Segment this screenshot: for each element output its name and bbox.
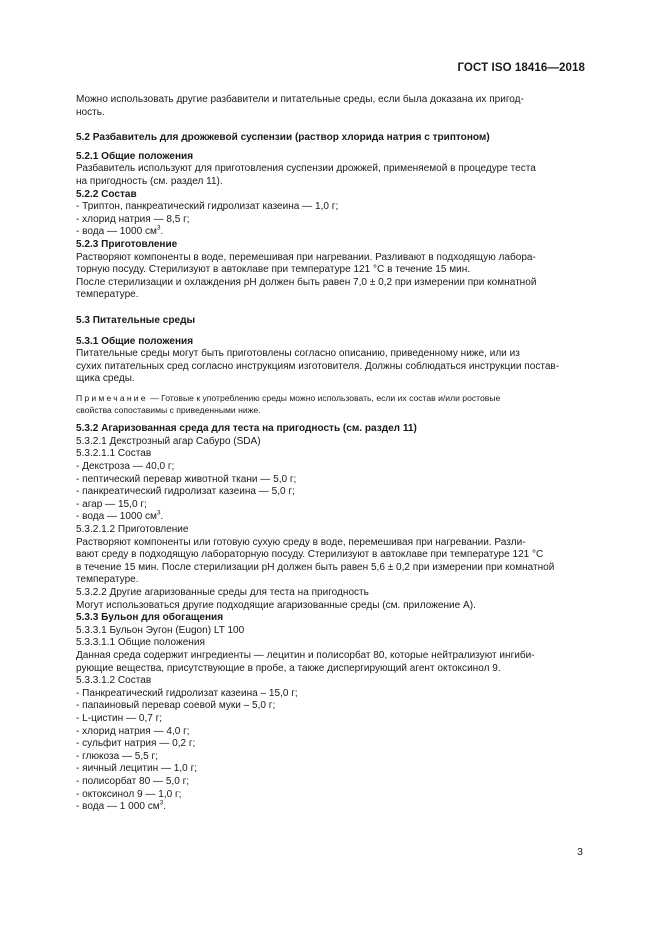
subsection-heading-5-2-2: 5.2.2 Состав — [76, 188, 137, 200]
list-item: - глюкоза — 5,5 г; — [76, 750, 158, 762]
text-line: на пригодность (см. раздел 11). — [76, 175, 223, 187]
note-line — [76, 392, 584, 404]
punctuation: . — [160, 511, 164, 523]
text-line: Растворяют компоненты в воде, перемешивая при нагревании. Разливают в подходящую лабора- — [76, 251, 536, 263]
clause-5-3-2-2: 5.3.2.2 Другие агаризованные среды для теста на пригодность — [76, 587, 369, 598]
text-line: торную посуду. Стерилизуют в автоклаве при температуре 121 °С в течение 15 мин. — [76, 264, 471, 276]
text-line: ность. — [76, 106, 105, 118]
text-line: рующие вещества, присутствующие в пробе, а также диспергирующий агент октоксинол 9. — [76, 662, 501, 674]
superscript: 3 — [156, 510, 161, 518]
list-item: - L-цистин — 0,7 г; — [76, 712, 163, 724]
text-line: температуре. — [76, 574, 139, 586]
text-line: температуре. — [76, 289, 139, 301]
list-item: - папаиновый перевар соевой муки – 5,0 г; — [76, 700, 276, 712]
list-item: - хлорид натрия — 4,0 г; — [76, 725, 190, 737]
list-item: - Декстроза — 40,0 г; — [76, 461, 175, 473]
subsection-heading-5-2-3: 5.2.3 Приготовление — [76, 238, 178, 250]
list-item: - Панкреатический гидролизат казеина – 15,0 г; — [76, 687, 298, 699]
text-line: сухих питательных сред согласно инструкциям изготовителя. Должны соблюдаться инструкции постав- — [76, 360, 560, 372]
superscript: 3 — [156, 225, 161, 232]
note-text: — Готовые к употреблению среды можно использовать, если их состав и/или ростовые — [147, 392, 501, 403]
text-line: Могут использоваться другие подходящие агаризованные среды (см. приложение А). — [76, 599, 476, 611]
list-item — [76, 511, 584, 524]
text-line: вают среду в подходящую лабораторную посуду. Стерилизуют в автоклаве при температуре 121 °С — [76, 549, 544, 561]
section-heading-5-3: 5.3 Питательные среды — [76, 314, 196, 326]
list-item: - хлорид натрия — 8,5 г; — [76, 213, 190, 225]
text-line: Растворяют компоненты или готовую сухую среду в воде, перемешивая при нагревании. Разли- — [76, 536, 526, 548]
text-line: Данная среда содержит ингредиенты — лецитин и полисорбат 80, которые нейтрализуют ингиби- — [76, 649, 535, 661]
clause-5-3-2-1: 5.3.2.1 Декстрозный агар Сабуро (SDA) — [76, 435, 261, 447]
text-line: Питательные среды могут быть приготовлены согласно описанию, приведенному ниже, или из — [76, 348, 520, 360]
list-item — [76, 801, 584, 814]
note-label: Примечание — [76, 392, 148, 403]
note-block — [76, 392, 584, 416]
text-line: в течение 15 мин. После стерилизации pH должен быть равен 5,6 ± 0,2 при измерении при комнатной — [76, 561, 555, 573]
punctuation: . — [160, 226, 164, 238]
clause-5-3-2-1-2: 5.3.2.1.2 Приготовление — [76, 524, 189, 536]
intro-paragraph — [76, 94, 584, 119]
subsection-heading-5-3-2: 5.3.2 Агаризованная среда для теста на пригодность (см. раздел 11) — [76, 423, 417, 435]
subsection-heading-5-2-1: 5.2.1 Общие положения — [76, 150, 194, 162]
page-content — [76, 94, 584, 814]
superscript: 3 — [159, 799, 164, 807]
list-item: - сульфит натрия — 0,2 г; — [76, 738, 196, 750]
list-item-text: - вода — 1 000 см — [76, 801, 160, 813]
list-item: - пептический перевар животной ткани — 5,0 г; — [76, 473, 297, 485]
clause-5-3-3-1-2: 5.3.3.1.2 Состав — [76, 675, 152, 687]
list-item: - панкреатический гидролизат казеина — 5,0 г; — [76, 486, 295, 498]
list-item-text: - вода — 1000 см — [76, 226, 157, 238]
page-number: 3 — [577, 846, 583, 858]
punctuation: . — [163, 801, 167, 813]
clause-5-3-3-1: 5.3.3.1 Бульон Эугон (Eugon) LT 100 — [76, 624, 245, 636]
text-line: После стерилизации и охлаждения pH должен быть равен 7,0 ± 0,2 при измерении при комнатной — [76, 276, 537, 288]
subsection-heading-5-3-1: 5.3.1 Общие положения — [76, 335, 194, 347]
list-item — [76, 226, 584, 239]
text-line: щика среды. — [76, 373, 135, 385]
list-item: - яичный лецитин — 1,0 г; — [76, 763, 198, 775]
list-item: - октоксинол 9 — 1,0 г; — [76, 788, 182, 800]
list-item: - агар — 15,0 г; — [76, 498, 147, 510]
list-item: - Триптон, панкреатический гидролизат казеина — 1,0 г; — [76, 201, 339, 213]
clause-5-3-3-1-1: 5.3.3.1.1 Общие положения — [76, 637, 205, 649]
note-line: свойства сопоставимы с приведенными ниже. — [76, 405, 261, 416]
subsection-heading-5-3-3: 5.3.3 Бульон для обогащения — [76, 612, 224, 624]
clause-5-3-2-1-1: 5.3.2.1.1 Состав — [76, 448, 152, 460]
section-heading-5-2: 5.2 Разбавитель для дрожжевой суспензии (раствор хлорида натрия с триптоном) — [76, 132, 490, 144]
text-line: Разбавитель используют для приготовления суспензии дрожжей, применяемой в процедуре теста — [76, 163, 536, 175]
list-item: - полисорбат 80 — 5,0 г; — [76, 775, 190, 787]
list-item-text: - вода — 1000 см — [76, 511, 157, 523]
document-header: ГОСТ ISO 18416—2018 — [457, 62, 585, 74]
text-line: Можно использовать другие разбавители и питательные среды, если была доказана их пригод- — [76, 94, 524, 105]
